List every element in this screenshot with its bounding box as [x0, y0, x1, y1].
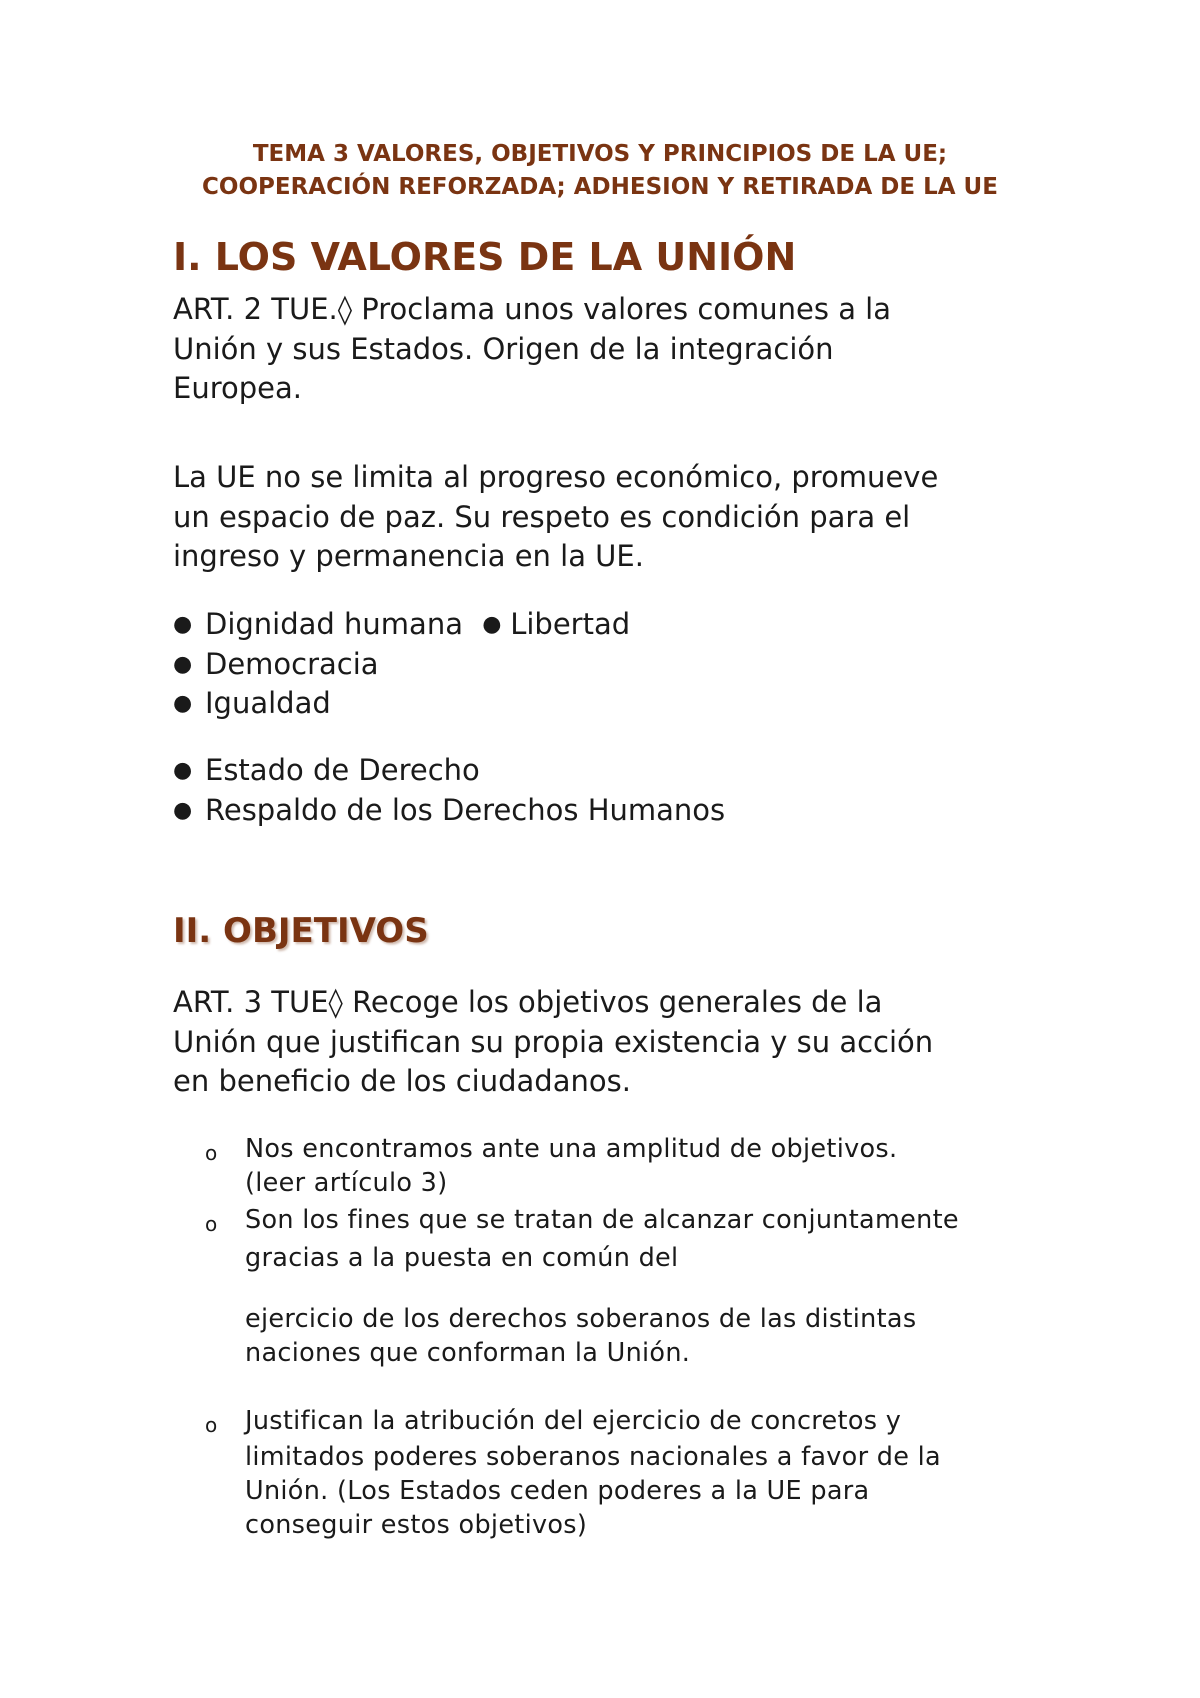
paragraph-art2 [173, 290, 1053, 409]
list-item-text: Libertad [510, 607, 631, 641]
circle-bullet-icon: o [205, 1212, 218, 1236]
list-item-text: Son los fines que se tratan de alcanzar conjuntamente [245, 1205, 959, 1235]
list-item [173, 605, 630, 645]
bullet-icon: ● [173, 797, 193, 823]
bullet-icon: ● [482, 612, 502, 637]
paragraph-ue-paz [173, 458, 1053, 577]
list-item-text: Justifican la atribución del ejercicio de concretos y [245, 1406, 902, 1436]
values-list-2 [173, 751, 725, 830]
list-item-text: (leer artículo 3) [245, 1168, 448, 1198]
list-item [173, 645, 630, 685]
section-heading-valores: I. LOS VALORES DE LA UNIÓN [173, 235, 797, 279]
list-item-continuation [245, 1302, 916, 1370]
list-item-text: Democracia [205, 646, 379, 681]
list-item-text: Dignidad humana [205, 607, 463, 641]
list-item-text: Igualdad [205, 686, 331, 720]
bullet-icon: ● [173, 758, 193, 783]
values-list-1 [173, 605, 630, 724]
text-line: ART. 3 TUE◊ Recoge los objetivos generales de la [173, 985, 883, 1019]
circle-bullet-icon: o [205, 1141, 218, 1165]
list-item-text: conseguir estos objetivos) [245, 1510, 588, 1540]
text-line: La UE no se limita al progreso económico, promueve [173, 460, 939, 494]
list-item-text: Respaldo de los Derechos Humanos [205, 792, 726, 827]
text-line: un espacio de paz. Su respeto es condición para el [173, 499, 911, 534]
bullet-icon: ● [173, 651, 193, 677]
title-line-1: TEMA 3 VALORES, OBJETIVOS Y PRINCIPIOS DE LA UE; [252, 141, 948, 167]
text-line: Unión y sus Estados. Origen de la integración [173, 331, 834, 366]
list-item-text: Unión. (Los Estados ceden poderes a la UE para [245, 1476, 870, 1506]
text-line: ejercicio de los derechos soberanos de las distintas [245, 1304, 917, 1334]
paragraph-art3 [173, 983, 1053, 1102]
text-line: Unión que justifican su propia existencia y su acción [173, 1024, 934, 1059]
text-line: ingreso y permanencia en la UE. [173, 539, 644, 573]
text-line: ART. 2 TUE.◊ Proclama unos valores comunes a la [173, 292, 892, 326]
section-heading-objetivos: II. OBJETIVOS [173, 911, 429, 951]
circle-bullet-icon: o [205, 1413, 218, 1437]
list-item-text: Nos encontramos ante una amplitud de objetivos. [245, 1134, 898, 1164]
text-line: naciones que conforman la Unión. [245, 1338, 691, 1368]
text-line: Europea. [173, 371, 302, 405]
list-item [173, 791, 725, 831]
list-item-text: gracias a la puesta en común del [245, 1243, 679, 1273]
list-item-text: limitados poderes soberanos nacionales a favor de la [245, 1442, 941, 1472]
title-line-2: COOPERACIÓN REFORZADA; ADHESION Y RETIRADA DE LA UE [202, 174, 998, 200]
list-item-text: Estado de Derecho [205, 753, 480, 787]
document-title [0, 138, 1200, 204]
list-item [173, 684, 630, 724]
list-item [173, 751, 725, 791]
bullet-icon: ● [173, 691, 193, 716]
bullet-icon: ● [173, 612, 193, 637]
text-line: en beneficio de los ciudadanos. [173, 1064, 631, 1098]
